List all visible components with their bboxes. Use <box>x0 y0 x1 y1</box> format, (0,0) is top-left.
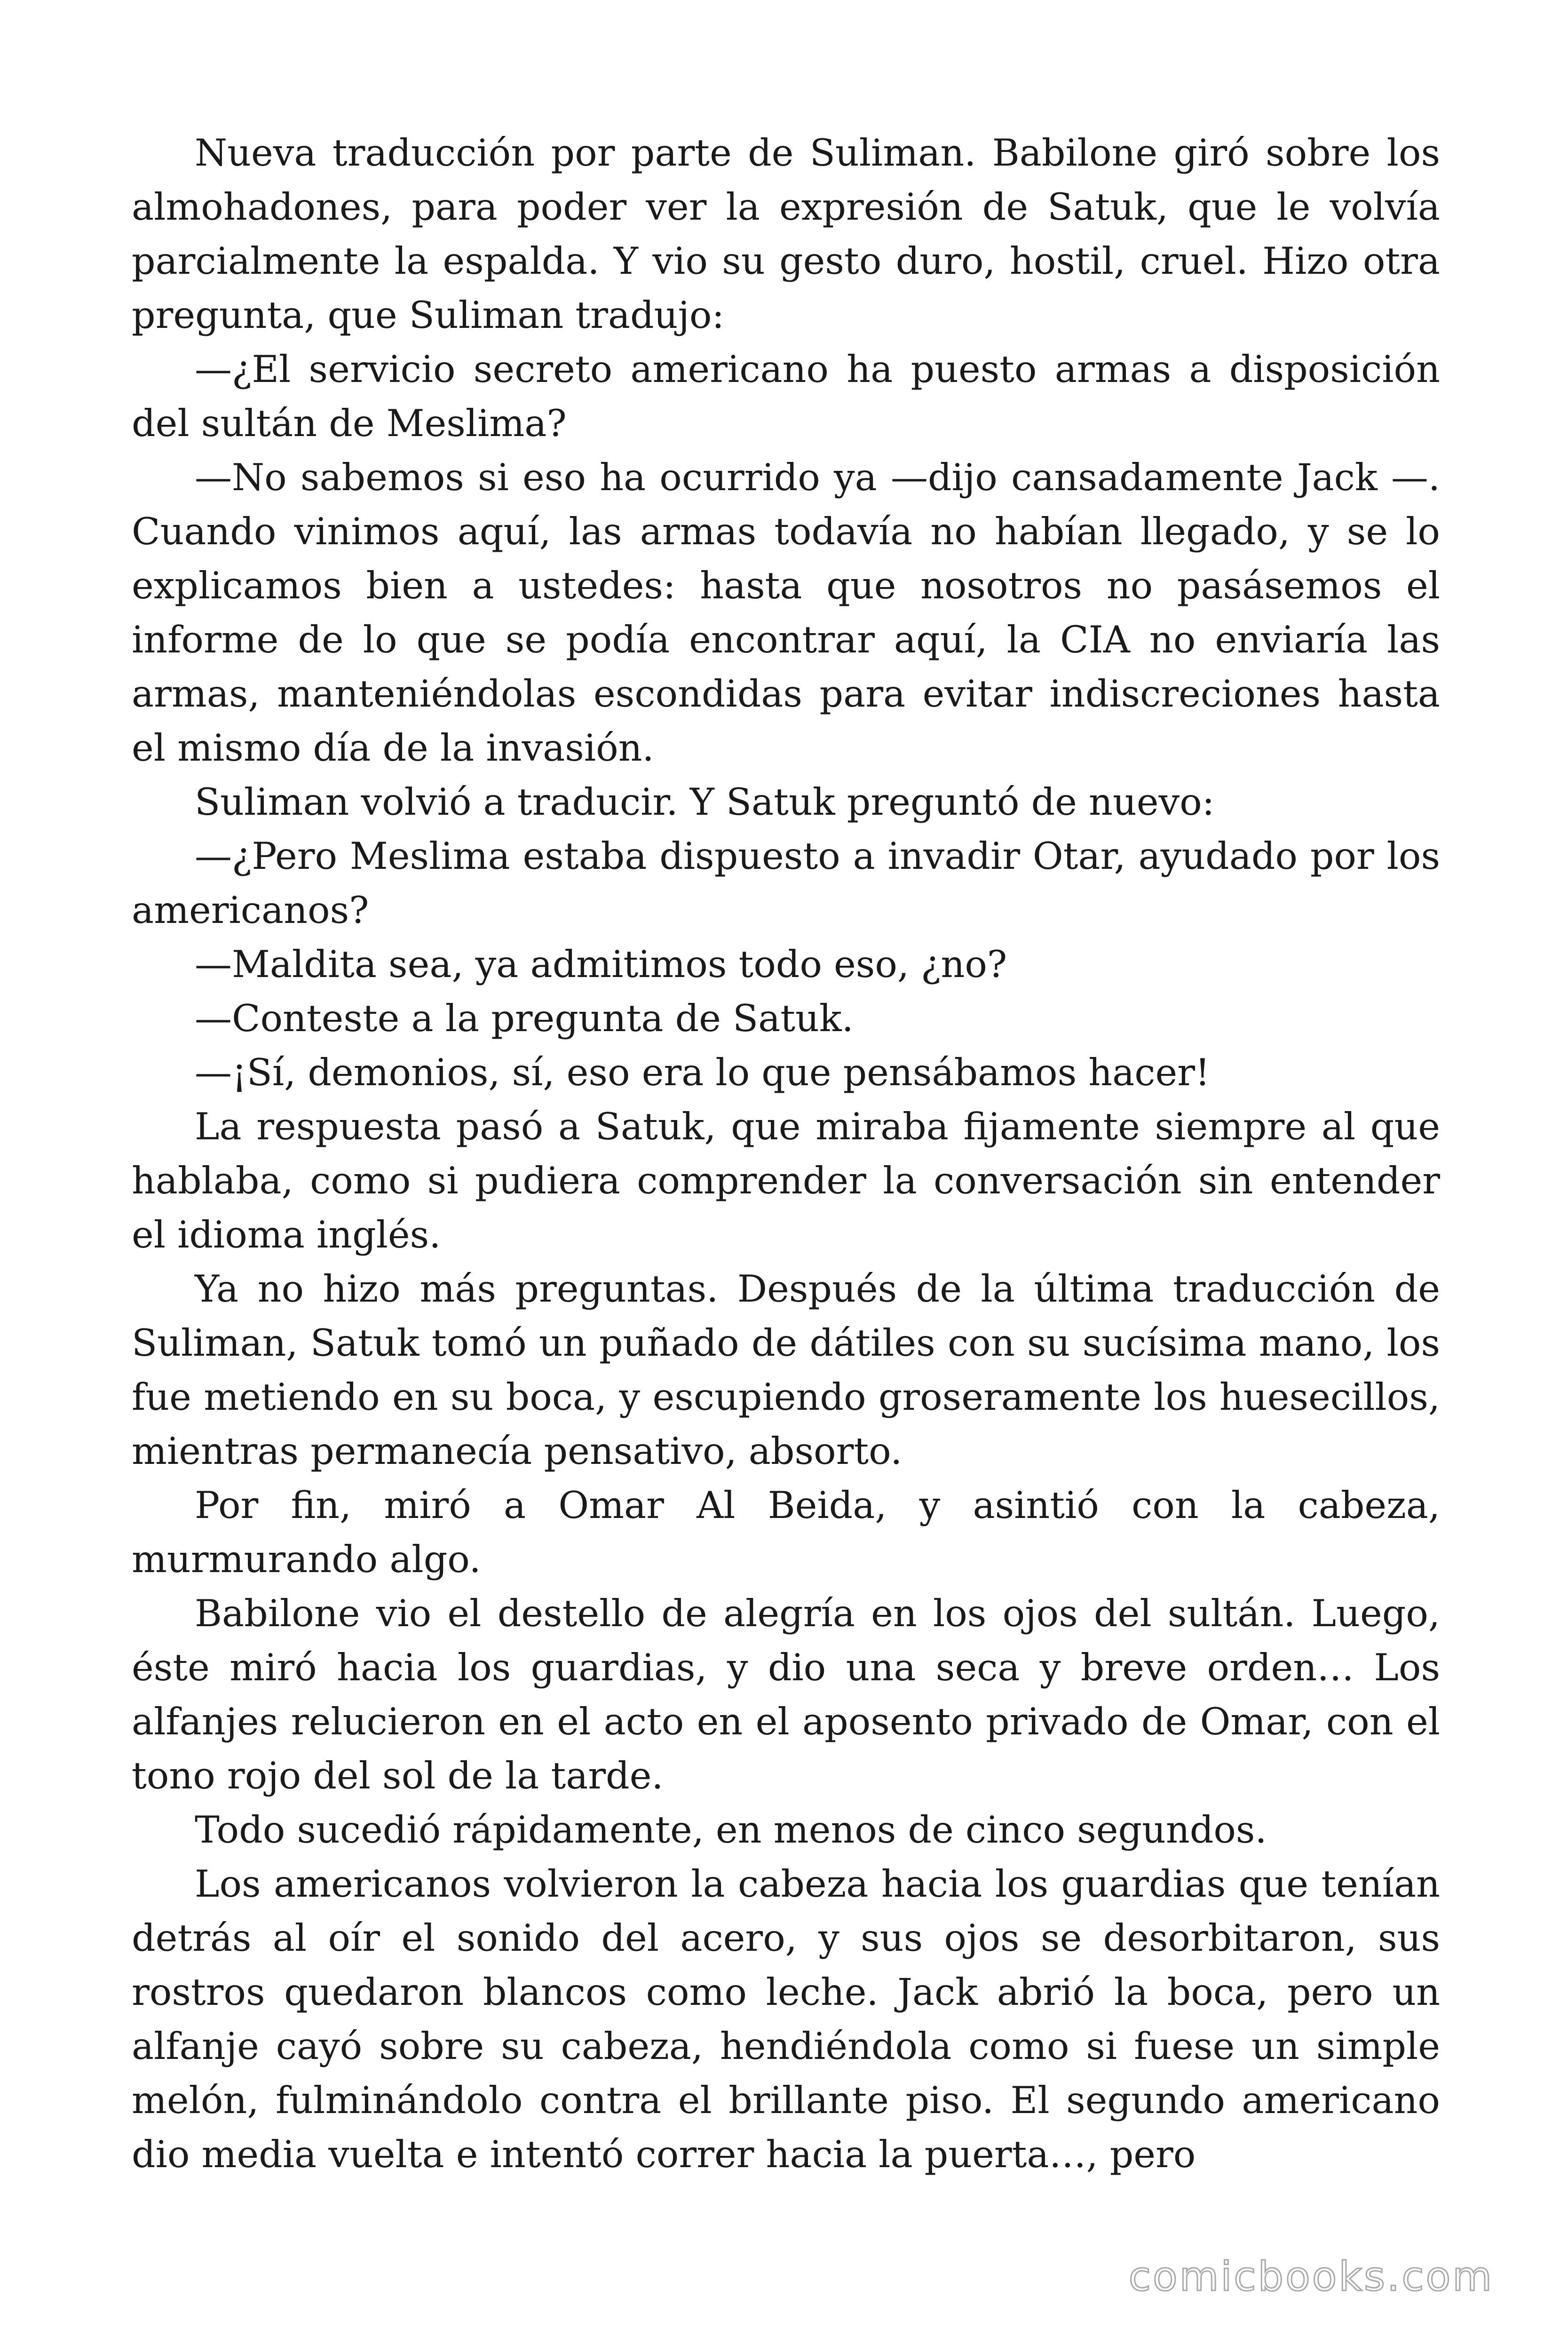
paragraph: Por fin, miró a Omar Al Beida, y asintió con la cabeza, murmurando algo. <box>132 1484 1440 1581</box>
paragraph: —¿El servicio secreto americano ha puesto armas a disposición del sultán de Meslima? <box>132 348 1440 445</box>
watermark: comicbooks.com <box>1128 2253 1494 2300</box>
paragraph: Los americanos volvieron la cabeza hacia los guardias que tenían detrás al oír el sonido del acero, y sus ojos se desorbitaron, sus rostros quedaron blancos como leche. Jack abrió la boca, pero un alfanje cayó sobre su cabeza, hendiéndola como si fuese un simple melón, fulminándolo contra el brillante piso. El segundo americano dio media vuelta e intentó correr hacia la puerta…, pero <box>132 1862 1440 2176</box>
paragraph: Babilone vio el destello de alegría en los ojos del sultán. Luego, éste miró hacia los guardias, y dio una seca y breve orden… Los alfanjes relucieron en el acto en el aposento privado de Omar, con el tono rojo del sol de la tarde. <box>132 1592 1440 1797</box>
paragraph: —No sabemos si eso ha ocurrido ya —dijo cansadamente Jack —. Cuando vinimos aquí, las armas todavía no habían llegado, y se lo explicamos bien a ustedes: hasta que nosotros no pasásemos el informe de lo que se podía encontrar aquí, la CIA no enviaría las armas, manteniéndolas escondidas para evitar indiscreciones hasta el mismo día de la invasión. <box>132 456 1440 770</box>
paragraph: —Conteste a la pregunta de Satuk. <box>195 997 854 1040</box>
paragraph: —Maldita sea, ya admitimos todo eso, ¿no? <box>195 943 1007 986</box>
paragraph: Ya no hizo más preguntas. Después de la última traducción de Suliman, Satuk tomó un puñado de dátiles con su sucísima mano, los fue metiendo en su boca, y escupiendo groseramente los huesecillos, mientras permanecía pensativo, absorto. <box>132 1267 1440 1473</box>
paragraph: Todo sucedió rápidamente, en menos de cinco segundos. <box>195 1808 1267 1851</box>
paragraph: Suliman volvió a traducir. Y Satuk preguntó de nuevo: <box>195 780 1215 824</box>
book-page-text <box>132 126 1440 2196</box>
paragraph: Nueva traducción por parte de Suliman. Babilone giró sobre los almohadones, para poder ver la expresión de Satuk, que le volvía parcialmente la espalda. Y vio su gesto duro, hostil, cruel. Hizo otra pregunta, que Suliman tradujo: <box>132 131 1440 337</box>
paragraph: —¡Sí, demonios, sí, eso era lo que pensábamos hacer! <box>195 1051 1210 1094</box>
paragraph: —¿Pero Meslima estaba dispuesto a invadir Otar, ayudado por los americanos? <box>132 834 1440 932</box>
paragraph: La respuesta pasó a Satuk, que miraba fijamente siempre al que hablaba, como si pudiera comprender la conversación sin entender el idioma inglés. <box>132 1105 1440 1256</box>
